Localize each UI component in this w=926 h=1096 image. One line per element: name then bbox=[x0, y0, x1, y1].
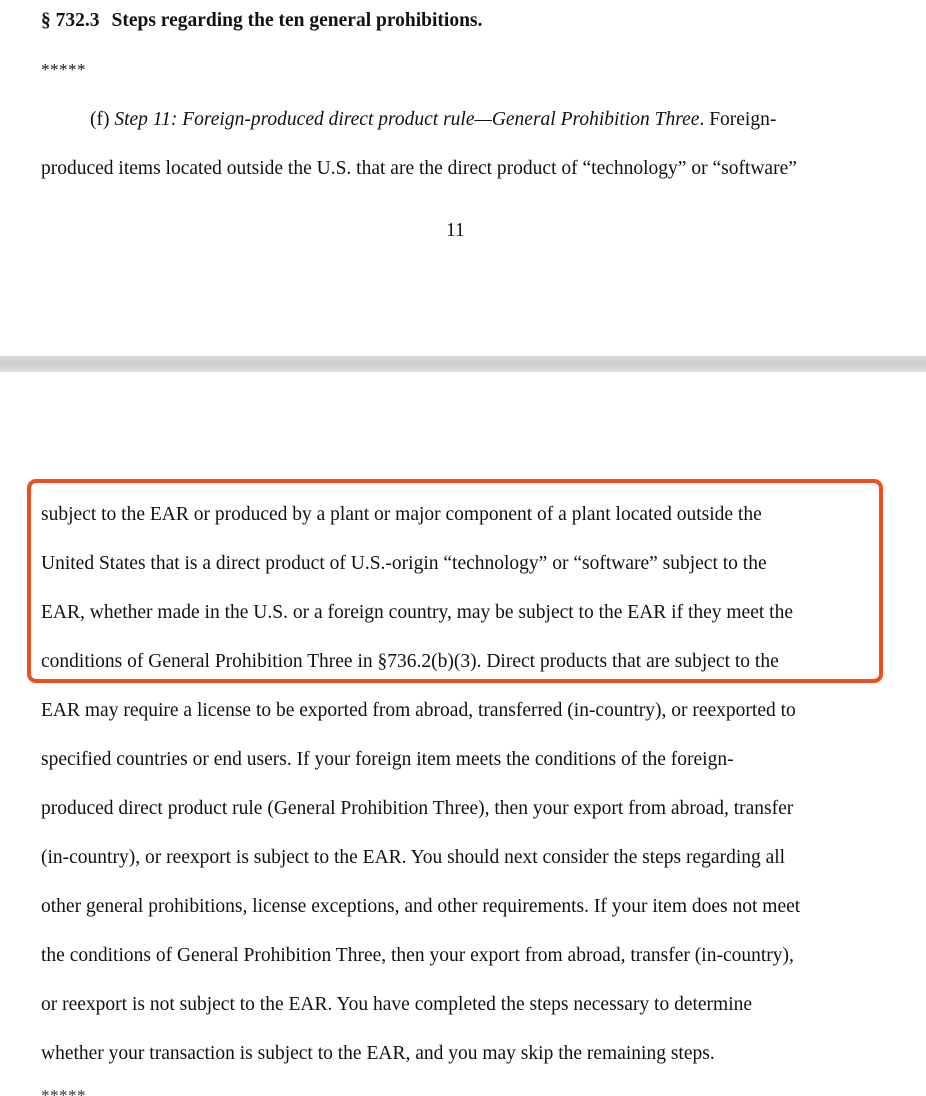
paragraph-f-line-2: produced items located outside the U.S. that are the direct product of “technology” or “software” bbox=[41, 158, 797, 179]
body-line-5: EAR may require a license to be exported from abroad, transferred (in-country), or reexported to bbox=[41, 700, 796, 721]
body-line-4: conditions of General Prohibition Three in §736.2(b)(3). Direct products that are subject to the bbox=[41, 651, 779, 672]
page-break bbox=[0, 356, 926, 372]
body-line-9: other general prohibitions, license exceptions, and other requirements. If your item does not meet bbox=[41, 896, 801, 917]
page-number: 11 bbox=[446, 220, 465, 241]
section-number: § 732.3 bbox=[41, 10, 100, 31]
body-line-8: (in-country), or reexport is subject to the EAR. You should next consider the steps regarding all bbox=[41, 847, 786, 868]
body-line-1: subject to the EAR or produced by a plant or major component of a plant located outside the bbox=[41, 504, 762, 525]
body-line-11: or reexport is not subject to the EAR. You have completed the steps necessary to determine bbox=[41, 994, 753, 1015]
body-line-3: EAR, whether made in the U.S. or a foreign country, may be subject to the EAR if they meet the bbox=[41, 602, 793, 623]
body-line-7: produced direct product rule (General Prohibition Three), then your export from abroad, transfer bbox=[41, 798, 794, 819]
body-line-6: specified countries or end users. If your foreign item meets the conditions of the foreign- bbox=[41, 749, 734, 770]
document-page-top bbox=[0, 0, 926, 356]
omission-separator-bottom: ***** bbox=[41, 1086, 86, 1096]
step-title: Step 11: Foreign-produced direct product rule—General Prohibition Three bbox=[114, 109, 700, 130]
body-line-2: United States that is a direct product of U.S.-origin “technology” or “software” subject to the bbox=[41, 553, 767, 574]
paragraph-label: (f) bbox=[90, 109, 110, 130]
body-line-10: the conditions of General Prohibition Three, then your export from abroad, transfer (in-country), bbox=[41, 945, 794, 966]
section-heading bbox=[41, 10, 482, 32]
section-title: Steps regarding the ten general prohibitions. bbox=[111, 10, 483, 31]
body-line-12: whether your transaction is subject to the EAR, and you may skip the remaining steps. bbox=[41, 1043, 715, 1064]
document-page-bottom bbox=[0, 372, 926, 1096]
paragraph-f-line-1 bbox=[90, 108, 776, 132]
omission-separator: ***** bbox=[41, 60, 86, 79]
paragraph-f-line-1-tail: . Foreign- bbox=[699, 109, 777, 130]
